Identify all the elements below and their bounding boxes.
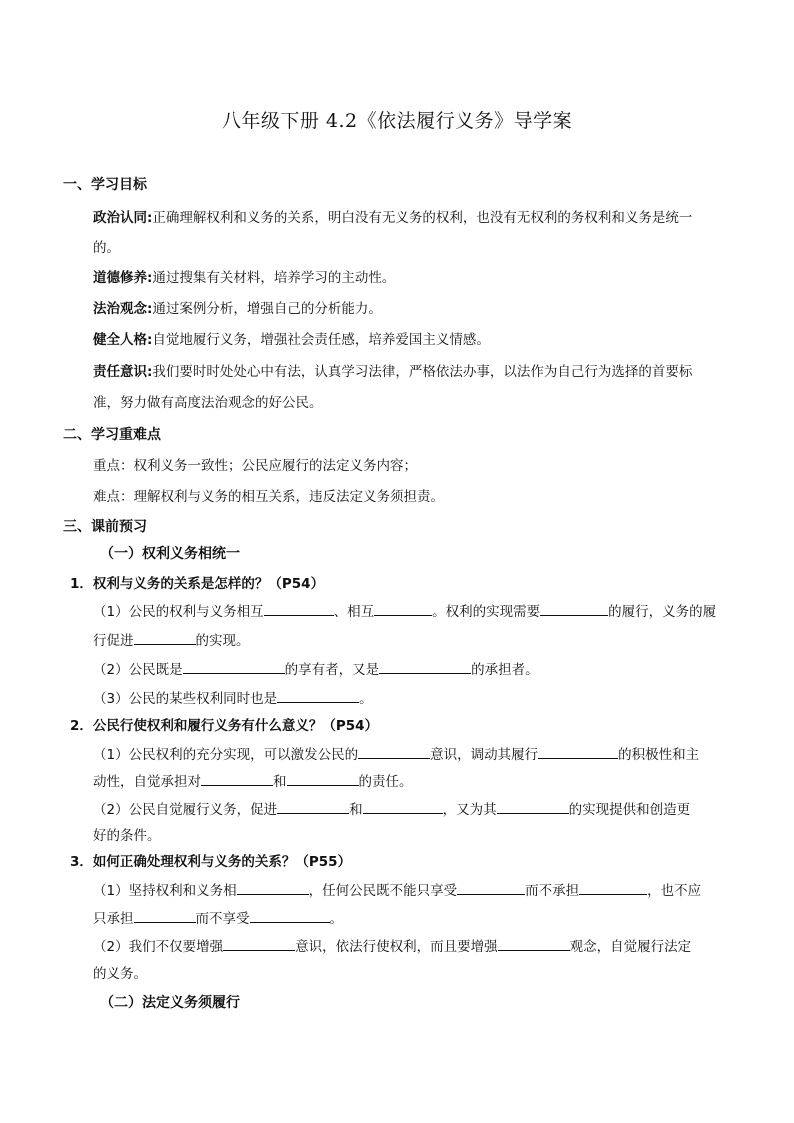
fill-blank[interactable] — [277, 688, 359, 703]
objective-label: 健全人格: — [93, 332, 153, 348]
answer-text: （2）公民既是 — [93, 662, 183, 678]
question-2-answer-1 — [93, 744, 699, 765]
question-2-title: 2．公民行使权利和履行义务有什么意义？（P54） — [70, 718, 379, 734]
section-heading-preview: 三、课前预习 — [63, 519, 147, 535]
fill-blank[interactable] — [579, 880, 647, 895]
objective-text: 自觉地履行义务，增强社会责任感，培养爱国主义情感。 — [152, 332, 490, 348]
fill-blank[interactable] — [134, 630, 196, 645]
fill-blank[interactable] — [379, 659, 471, 674]
answer-text: 、相互 — [333, 604, 375, 620]
answer-text: 动性，自觉承担对 — [93, 774, 201, 790]
answer-text: 的实现。 — [195, 633, 250, 649]
fill-blank[interactable] — [457, 880, 525, 895]
answer-text: 而不享受 — [195, 911, 250, 927]
answer-text: ，也不应 — [647, 883, 702, 899]
fill-blank[interactable] — [498, 936, 570, 951]
question-1-answer-2 — [93, 659, 539, 680]
document-title: 八年级下册 4.2《依法履行义务》导学案 — [221, 110, 573, 132]
fill-blank[interactable] — [223, 936, 295, 951]
objective-moral — [93, 268, 395, 288]
answer-text: （2）公民自觉履行义务，促进 — [93, 802, 278, 818]
question-1-answer-1 — [93, 601, 716, 622]
question-3-answer-1-cont — [93, 908, 343, 929]
question-2-answer-2 — [93, 799, 690, 820]
fill-blank[interactable] — [538, 744, 618, 759]
objective-text: 通过案例分析，增强自己的分析能力。 — [152, 301, 382, 317]
objective-personality — [93, 330, 490, 350]
subsection-heading-1: （一）权利义务相统一 — [100, 546, 240, 562]
answer-text: （1）坚持权利和义务相 — [93, 883, 237, 899]
question-3-answer-2 — [93, 936, 691, 957]
objective-law — [93, 299, 382, 319]
answer-text: 的承担者。 — [471, 662, 539, 678]
answer-text: 观念，自觉履行法定 — [569, 939, 692, 955]
objective-label: 政治认同: — [93, 210, 153, 226]
answer-text: 。 — [359, 691, 373, 707]
objective-text: 正确理解权利和义务的关系，明白没有无义务的权利，也没有无权利的务权利和义务是统一 — [152, 210, 693, 226]
objective-political — [93, 208, 692, 228]
answer-text: 的实现提供和创造更 — [568, 802, 691, 818]
fill-blank[interactable] — [183, 659, 285, 674]
fill-blank[interactable] — [497, 799, 569, 814]
question-1-answer-3 — [93, 688, 373, 709]
objective-text: 我们要时时处处心中有法，认真学习法律，严格依法办事，以法作为自己行为选择的首要标 — [152, 364, 693, 380]
answer-text: 意识，调动其履行 — [430, 747, 539, 763]
fill-blank[interactable] — [374, 601, 432, 616]
answer-text: 和 — [273, 774, 287, 790]
objective-label: 道德修养: — [93, 270, 153, 286]
answer-text: （1）公民权利的充分实现，可以激发公民的 — [93, 747, 359, 763]
answer-text: ，又为其 — [442, 802, 497, 818]
answer-text: 的责任。 — [358, 774, 413, 790]
fill-blank[interactable] — [277, 799, 349, 814]
key-point: 重点：权利义务一致性；公民应履行的法定义务内容； — [93, 458, 417, 474]
answer-text: 的享有者，又是 — [284, 662, 380, 678]
question-3-title: 3．如何正确处理权利与义务的关系？（P55） — [70, 854, 352, 870]
objective-label: 责任意识: — [93, 364, 153, 380]
answer-text: 的积极性和主 — [618, 747, 700, 763]
fill-blank[interactable] — [287, 771, 359, 786]
section-heading-objectives: 一、学习目标 — [63, 177, 147, 193]
question-1-title: 1．权利与义务的关系是怎样的？（P54） — [70, 576, 325, 592]
fill-blank[interactable] — [540, 601, 608, 616]
answer-text: 行促进 — [93, 633, 134, 649]
answer-text: （2）我们不仅要增强 — [93, 939, 224, 955]
answer-text: ，任何公民既不能只享受 — [308, 883, 458, 899]
fill-blank[interactable] — [134, 908, 196, 923]
fill-blank[interactable] — [264, 601, 334, 616]
answer-text: （1）公民的权利与义务相互 — [93, 604, 264, 620]
answer-text: 和 — [349, 802, 363, 818]
objective-label: 法治观念: — [93, 301, 153, 317]
answer-text: 意识，依法行使权利，而且要增强 — [295, 939, 498, 955]
answer-text: 只承担 — [93, 911, 134, 927]
fill-blank[interactable] — [237, 880, 309, 895]
answer-text: 。 — [329, 911, 343, 927]
objective-text-cont: 准，努力做有高度法治观念的好公民。 — [93, 395, 323, 411]
answer-text: （3）公民的某些权利同时也是 — [93, 691, 278, 707]
fill-blank[interactable] — [250, 908, 330, 923]
objective-responsibility — [93, 362, 692, 382]
answer-text: 。权利的实现需要 — [432, 604, 541, 620]
answer-text: 而不承担 — [525, 883, 580, 899]
fill-blank[interactable] — [201, 771, 273, 786]
section-heading-key-points: 二、学习重难点 — [63, 427, 161, 443]
objective-text: 通过搜集有关材料，培养学习的主动性。 — [152, 270, 396, 286]
question-3-answer-2-cont: 的义务。 — [93, 966, 147, 982]
answer-text: 的履行，义务的履 — [608, 604, 717, 620]
difficult-point: 难点：理解权利与义务的相互关系，违反法定义务须担责。 — [93, 489, 444, 505]
fill-blank[interactable] — [363, 799, 443, 814]
objective-text-cont: 的。 — [93, 240, 120, 256]
fill-blank[interactable] — [358, 744, 430, 759]
question-2-answer-2-cont: 好的条件。 — [93, 828, 161, 844]
question-1-answer-1-cont — [93, 630, 250, 651]
subsection-heading-2: （二）法定义务须履行 — [100, 995, 240, 1011]
question-3-answer-1 — [93, 880, 701, 901]
question-2-answer-1-cont — [93, 771, 413, 792]
